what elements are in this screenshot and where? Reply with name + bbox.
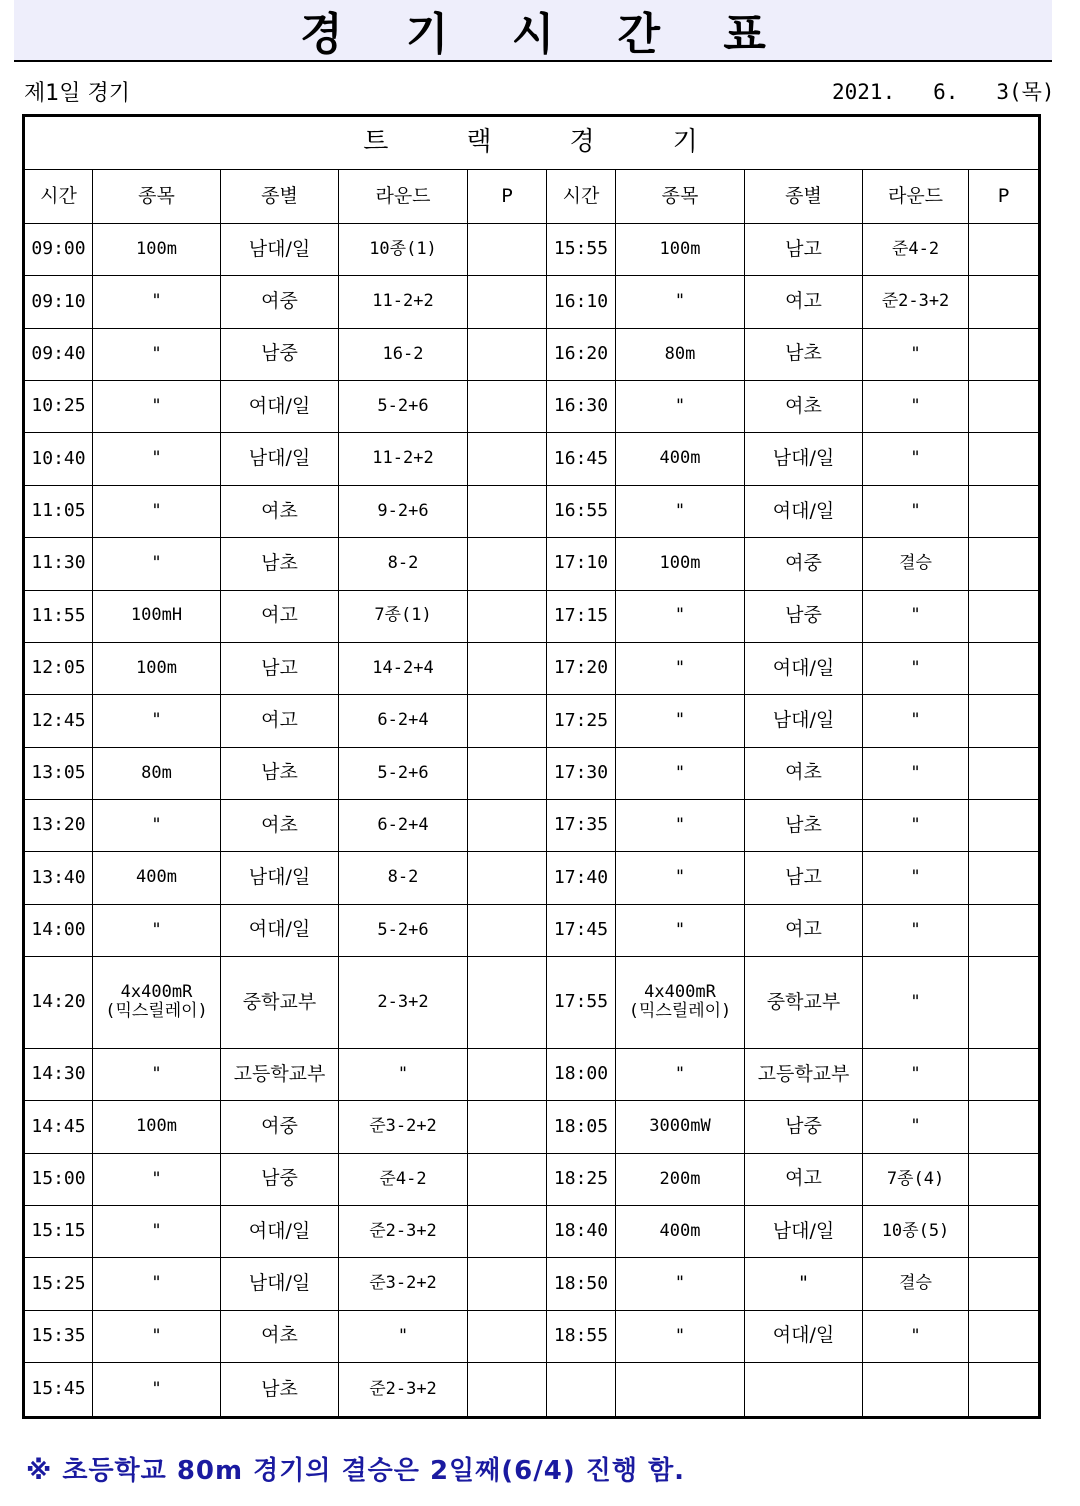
table-row: [24, 1363, 1040, 1418]
time-cell: 09:10: [24, 276, 93, 328]
event-cell: 80m: [616, 328, 745, 380]
table-row: [24, 1101, 1040, 1153]
table-row: [24, 904, 1040, 956]
division-cell: 중학교부: [221, 957, 339, 1049]
p-cell: [969, 957, 1040, 1049]
p-cell: [468, 695, 547, 747]
division-cell: 남대/일: [745, 433, 863, 485]
round-cell: 결승: [863, 538, 969, 590]
p-cell: [468, 1153, 547, 1205]
event-cell: 100m: [616, 538, 745, 590]
time-cell: 17:40: [547, 852, 616, 904]
event-cell: ": [616, 1258, 745, 1310]
event-cell: ": [93, 799, 221, 851]
event-cell: ": [616, 642, 745, 694]
event-cell: 100mH: [93, 590, 221, 642]
time-cell: 18:05: [547, 1101, 616, 1153]
time-cell: 15:45: [24, 1363, 93, 1418]
round-cell: 준4-2: [863, 224, 969, 276]
round-cell: 11-2+2: [339, 276, 468, 328]
round-cell: ": [863, 1310, 969, 1362]
p-cell: [969, 904, 1040, 956]
time-cell: 17:25: [547, 695, 616, 747]
round-cell: 8-2: [339, 538, 468, 590]
p-cell: [969, 1048, 1040, 1100]
event-cell: ": [93, 328, 221, 380]
round-cell: 준2-3+2: [863, 276, 969, 328]
time-cell: 17:55: [547, 957, 616, 1049]
round-cell: ": [863, 1101, 969, 1153]
p-cell: [969, 485, 1040, 537]
p-cell: [468, 590, 547, 642]
time-cell: 15:55: [547, 224, 616, 276]
time-cell: 18:55: [547, 1310, 616, 1362]
event-cell: ": [616, 904, 745, 956]
p-cell: [468, 224, 547, 276]
time-cell: 11:05: [24, 485, 93, 537]
time-cell: 17:35: [547, 799, 616, 851]
round-cell: ": [863, 852, 969, 904]
p-cell: [969, 747, 1040, 799]
table-row: [24, 1310, 1040, 1362]
round-cell: 14-2+4: [339, 642, 468, 694]
division-cell: 여초: [221, 1310, 339, 1362]
column-header: 종목: [93, 170, 221, 224]
division-cell: 여중: [745, 538, 863, 590]
event-cell: 80m: [93, 747, 221, 799]
division-cell: 여대/일: [745, 485, 863, 537]
p-cell: [969, 1310, 1040, 1362]
event-cell: ": [93, 1048, 221, 1100]
division-cell: 여초: [745, 381, 863, 433]
division-cell: 중학교부: [745, 957, 863, 1049]
event-cell: ": [93, 1258, 221, 1310]
round-cell: ": [863, 904, 969, 956]
p-cell: [468, 642, 547, 694]
time-cell: 13:40: [24, 852, 93, 904]
title-band: [14, 0, 1052, 62]
division-cell: 여대/일: [745, 1310, 863, 1362]
table-row: [24, 328, 1040, 380]
division-cell: 여대/일: [221, 904, 339, 956]
table-row: [24, 276, 1040, 328]
round-cell: 2-3+2: [339, 957, 468, 1049]
event-cell: ": [93, 1206, 221, 1258]
division-cell: 남초: [745, 328, 863, 380]
p-cell: [468, 957, 547, 1049]
section-title-char: 기: [672, 127, 700, 158]
p-cell: [969, 642, 1040, 694]
p-cell: [969, 433, 1040, 485]
division-cell: ": [745, 1258, 863, 1310]
event-cell: ": [93, 381, 221, 433]
round-cell: 6-2+4: [339, 799, 468, 851]
division-cell: 여중: [221, 1101, 339, 1153]
table-row: [24, 852, 1040, 904]
table-row: [24, 957, 1040, 1049]
round-cell: 결승: [863, 1258, 969, 1310]
column-header: 종별: [221, 170, 339, 224]
division-cell: 여초: [221, 799, 339, 851]
page-title: 경 기 시 간 표: [300, 9, 790, 60]
division-cell: 남고: [745, 852, 863, 904]
p-cell: [969, 328, 1040, 380]
table-row: [24, 433, 1040, 485]
p-cell: [468, 538, 547, 590]
footnote: ※ 초등학교 80m 경기의 결승은 2일째(6/4) 진행 함.: [26, 1456, 686, 1486]
time-cell: 11:55: [24, 590, 93, 642]
division-cell: 고등학교부: [221, 1048, 339, 1100]
p-cell: [468, 747, 547, 799]
round-cell: ": [863, 957, 969, 1049]
event-cell: 400m: [616, 433, 745, 485]
p-cell: [969, 1206, 1040, 1258]
table-row: [24, 381, 1040, 433]
p-cell: [468, 904, 547, 956]
round-cell: ": [863, 590, 969, 642]
time-cell: 14:20: [24, 957, 93, 1049]
time-cell: 17:45: [547, 904, 616, 956]
event-cell: 4x400mR (믹스릴레이): [93, 957, 221, 1049]
time-cell: 10:40: [24, 433, 93, 485]
time-cell: [547, 1363, 616, 1418]
table-row: [24, 1258, 1040, 1310]
event-cell: 4x400mR (믹스릴레이): [616, 957, 745, 1049]
time-cell: 14:30: [24, 1048, 93, 1100]
time-cell: 10:25: [24, 381, 93, 433]
round-cell: 11-2+2: [339, 433, 468, 485]
column-header: 종목: [616, 170, 745, 224]
division-cell: 여대/일: [221, 1206, 339, 1258]
division-cell: 여고: [745, 1153, 863, 1205]
table-row: [24, 695, 1040, 747]
event-cell: ": [616, 799, 745, 851]
event-cell: ": [93, 276, 221, 328]
division-cell: 남고: [745, 224, 863, 276]
table-row: [24, 799, 1040, 851]
p-cell: [468, 485, 547, 537]
section-title-char: 트: [363, 127, 391, 158]
division-cell: 남초: [745, 799, 863, 851]
p-cell: [969, 1101, 1040, 1153]
round-cell: 준4-2: [339, 1153, 468, 1205]
time-cell: 15:35: [24, 1310, 93, 1362]
division-cell: 남대/일: [221, 852, 339, 904]
division-cell: 남대/일: [745, 1206, 863, 1258]
section-title: [24, 116, 1040, 170]
event-cell: ": [93, 485, 221, 537]
p-cell: [969, 852, 1040, 904]
round-cell: 7종(4): [863, 1153, 969, 1205]
division-cell: 여고: [745, 276, 863, 328]
time-cell: 13:20: [24, 799, 93, 851]
round-cell: 준3-2+2: [339, 1101, 468, 1153]
division-cell: 여고: [221, 695, 339, 747]
round-cell: ": [863, 328, 969, 380]
division-cell: 고등학교부: [745, 1048, 863, 1100]
time-cell: 12:05: [24, 642, 93, 694]
round-cell: 10종(1): [339, 224, 468, 276]
column-header-row: [24, 170, 1040, 224]
round-cell: ": [863, 433, 969, 485]
event-cell: ": [93, 538, 221, 590]
division-cell: 남초: [221, 538, 339, 590]
time-cell: 17:20: [547, 642, 616, 694]
division-cell: 여고: [221, 590, 339, 642]
event-cell: 100m: [93, 642, 221, 694]
round-cell: 5-2+6: [339, 747, 468, 799]
division-cell: 남대/일: [745, 695, 863, 747]
table-row: [24, 747, 1040, 799]
time-cell: 15:00: [24, 1153, 93, 1205]
event-cell: ": [616, 695, 745, 747]
time-cell: 11:30: [24, 538, 93, 590]
round-cell: 5-2+6: [339, 904, 468, 956]
time-cell: 17:10: [547, 538, 616, 590]
division-cell: 남대/일: [221, 1258, 339, 1310]
table-row: [24, 538, 1040, 590]
p-cell: [468, 276, 547, 328]
round-cell: ": [339, 1310, 468, 1362]
time-cell: 16:20: [547, 328, 616, 380]
p-cell: [969, 538, 1040, 590]
division-cell: [745, 1363, 863, 1418]
event-cell: ": [616, 276, 745, 328]
column-header: 라운드: [863, 170, 969, 224]
column-header: 시간: [547, 170, 616, 224]
division-cell: 여대/일: [221, 381, 339, 433]
event-cell: ": [93, 1310, 221, 1362]
event-cell: 100m: [616, 224, 745, 276]
date-label: 2021. 6. 3(목): [832, 80, 1055, 104]
time-cell: 14:45: [24, 1101, 93, 1153]
round-cell: [863, 1363, 969, 1418]
time-cell: 16:45: [547, 433, 616, 485]
division-cell: 남대/일: [221, 433, 339, 485]
p-cell: [468, 799, 547, 851]
time-cell: 18:40: [547, 1206, 616, 1258]
table-row: [24, 1206, 1040, 1258]
p-cell: [468, 381, 547, 433]
p-cell: [969, 695, 1040, 747]
p-cell: [468, 1363, 547, 1418]
event-cell: 200m: [616, 1153, 745, 1205]
p-cell: [969, 1258, 1040, 1310]
event-cell: 3000mW: [616, 1101, 745, 1153]
event-cell: ": [616, 381, 745, 433]
round-cell: ": [339, 1048, 468, 1100]
p-cell: [969, 224, 1040, 276]
p-cell: [969, 1153, 1040, 1205]
division-cell: 남초: [221, 1363, 339, 1418]
round-cell: ": [863, 485, 969, 537]
event-cell: ": [93, 433, 221, 485]
round-cell: 16-2: [339, 328, 468, 380]
round-cell: 준2-3+2: [339, 1363, 468, 1418]
division-cell: 여초: [745, 747, 863, 799]
round-cell: ": [863, 799, 969, 851]
day-label: 제1일 경기: [24, 81, 130, 106]
time-cell: 18:25: [547, 1153, 616, 1205]
table-row: [24, 642, 1040, 694]
division-cell: 남초: [221, 747, 339, 799]
event-cell: ": [93, 1153, 221, 1205]
time-cell: 18:50: [547, 1258, 616, 1310]
division-cell: 여고: [745, 904, 863, 956]
p-cell: [468, 1206, 547, 1258]
time-cell: 15:25: [24, 1258, 93, 1310]
p-cell: [969, 381, 1040, 433]
table-row: [24, 590, 1040, 642]
table-row: [24, 485, 1040, 537]
p-cell: [468, 1310, 547, 1362]
time-cell: 17:15: [547, 590, 616, 642]
round-cell: ": [863, 642, 969, 694]
p-cell: [468, 852, 547, 904]
p-cell: [969, 799, 1040, 851]
p-cell: [969, 1363, 1040, 1418]
round-cell: ": [863, 695, 969, 747]
p-cell: [468, 1101, 547, 1153]
event-cell: ": [93, 904, 221, 956]
event-cell: ": [616, 485, 745, 537]
event-cell: ": [93, 695, 221, 747]
round-cell: 5-2+6: [339, 381, 468, 433]
event-cell: 400m: [616, 1206, 745, 1258]
round-cell: ": [863, 1048, 969, 1100]
schedule-table: [22, 114, 1041, 1419]
column-header: P: [468, 170, 547, 224]
division-cell: 남대/일: [221, 224, 339, 276]
round-cell: ": [863, 381, 969, 433]
division-cell: 남중: [221, 1153, 339, 1205]
round-cell: 9-2+6: [339, 485, 468, 537]
time-cell: 18:00: [547, 1048, 616, 1100]
event-cell: [616, 1363, 745, 1418]
section-title-char: 랙: [466, 127, 494, 158]
time-cell: 16:55: [547, 485, 616, 537]
event-cell: ": [93, 1363, 221, 1418]
time-cell: 16:10: [547, 276, 616, 328]
round-cell: 6-2+4: [339, 695, 468, 747]
event-cell: 400m: [93, 852, 221, 904]
time-cell: 15:15: [24, 1206, 93, 1258]
event-cell: ": [616, 747, 745, 799]
round-cell: 10종(5): [863, 1206, 969, 1258]
round-cell: ": [863, 747, 969, 799]
p-cell: [468, 433, 547, 485]
time-cell: 09:00: [24, 224, 93, 276]
p-cell: [969, 276, 1040, 328]
event-cell: ": [616, 1310, 745, 1362]
time-cell: 12:45: [24, 695, 93, 747]
division-cell: 여중: [221, 276, 339, 328]
time-cell: 09:40: [24, 328, 93, 380]
time-cell: 16:30: [547, 381, 616, 433]
time-cell: 14:00: [24, 904, 93, 956]
time-cell: 13:05: [24, 747, 93, 799]
table-row: [24, 1153, 1040, 1205]
event-cell: 100m: [93, 1101, 221, 1153]
p-cell: [468, 328, 547, 380]
p-cell: [969, 590, 1040, 642]
round-cell: 준3-2+2: [339, 1258, 468, 1310]
event-cell: ": [616, 590, 745, 642]
p-cell: [468, 1258, 547, 1310]
column-header: 라운드: [339, 170, 468, 224]
column-header: 시간: [24, 170, 93, 224]
event-cell: 100m: [93, 224, 221, 276]
column-header: P: [969, 170, 1040, 224]
round-cell: 7종(1): [339, 590, 468, 642]
table-row: [24, 224, 1040, 276]
division-cell: 남고: [221, 642, 339, 694]
time-cell: 17:30: [547, 747, 616, 799]
division-cell: 남중: [221, 328, 339, 380]
section-title-char: 경: [569, 127, 597, 158]
round-cell: 8-2: [339, 852, 468, 904]
division-cell: 여초: [221, 485, 339, 537]
round-cell: 준2-3+2: [339, 1206, 468, 1258]
division-cell: 남중: [745, 1101, 863, 1153]
division-cell: 여대/일: [745, 642, 863, 694]
table-row: [24, 1048, 1040, 1100]
event-cell: ": [616, 1048, 745, 1100]
event-cell: ": [616, 852, 745, 904]
division-cell: 남중: [745, 590, 863, 642]
column-header: 종별: [745, 170, 863, 224]
p-cell: [468, 1048, 547, 1100]
